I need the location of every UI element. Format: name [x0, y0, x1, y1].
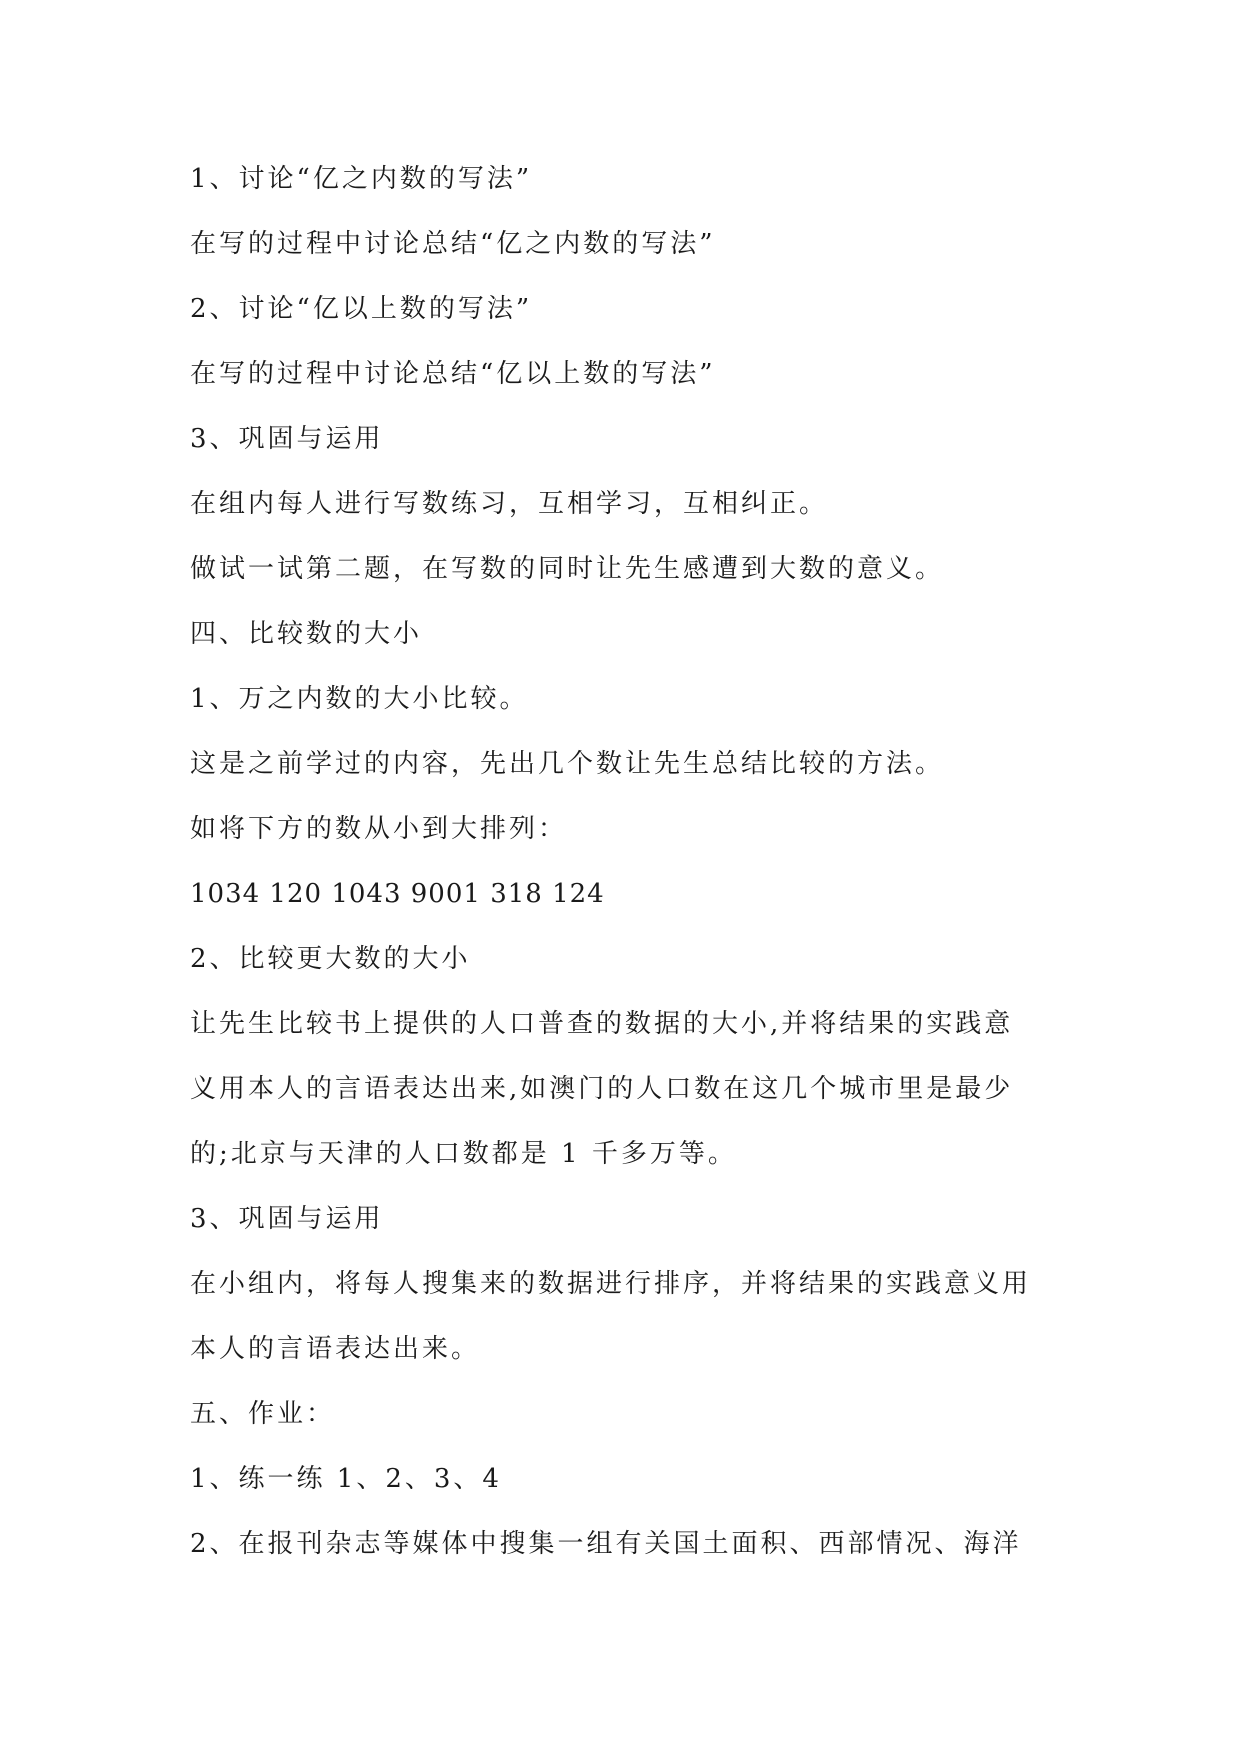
paragraph-summary-within-yi: 在写的过程中讨论总结“亿之内数的写法”	[190, 229, 716, 259]
homework-item-1: 1、练一练 1、2、3、4	[190, 1464, 502, 1494]
document-body	[190, 160, 1060, 1590]
paragraph-sort-instruction: 如将下方的数从小到大排列：	[190, 814, 568, 844]
heading-consolidate-apply-1: 3、巩固与运用	[190, 424, 384, 454]
section-heading-homework: 五、作业：	[190, 1399, 336, 1429]
paragraph-summary-above-yi: 在写的过程中讨论总结“亿以上数的写法”	[190, 359, 716, 389]
heading-discuss-writing-within-yi: 1、讨论“亿之内数的写法”	[190, 164, 533, 194]
heading-discuss-writing-above-yi: 2、讨论“亿以上数的写法”	[190, 294, 533, 324]
heading-compare-within-wan: 1、万之内数的大小比较。	[190, 684, 529, 714]
paragraph-review-method: 这是之前学过的内容，先出几个数让先生总结比较的方法。	[190, 749, 945, 779]
paragraph-try-exercise: 做试一试第二题，在写数的同时让先生感遭到大数的意义。	[190, 554, 945, 584]
paragraph-group-practice: 在组内每人进行写数练习，互相学习，互相纠正。	[190, 489, 829, 519]
paragraph-group-sort-line-2: 本人的言语表达出来。	[190, 1334, 481, 1364]
homework-item-2: 2、在报刊杂志等媒体中搜集一组有关国土面积、西部情况、海洋	[190, 1529, 1022, 1559]
section-heading-compare-numbers: 四、比较数的大小	[190, 619, 423, 649]
paragraph-census-line-1: 让先生比较书上提供的人口普查的数据的大小,并将结果的实践意	[190, 1009, 1014, 1039]
heading-compare-larger: 2、比较更大数的大小	[190, 944, 471, 974]
paragraph-census-line-3: 的;北京与天津的人口数都是 1 千多万等。	[190, 1139, 737, 1169]
number-list: 1034 120 1043 9001 318 124	[190, 879, 605, 909]
heading-consolidate-apply-2: 3、巩固与运用	[190, 1204, 384, 1234]
paragraph-group-sort-line-1: 在小组内，将每人搜集来的数据进行排序，并将结果的实践意义用	[190, 1269, 1032, 1299]
paragraph-census-line-2: 义用本人的言语表达出来,如澳门的人口数在这几个城市里是最少	[190, 1074, 1014, 1104]
